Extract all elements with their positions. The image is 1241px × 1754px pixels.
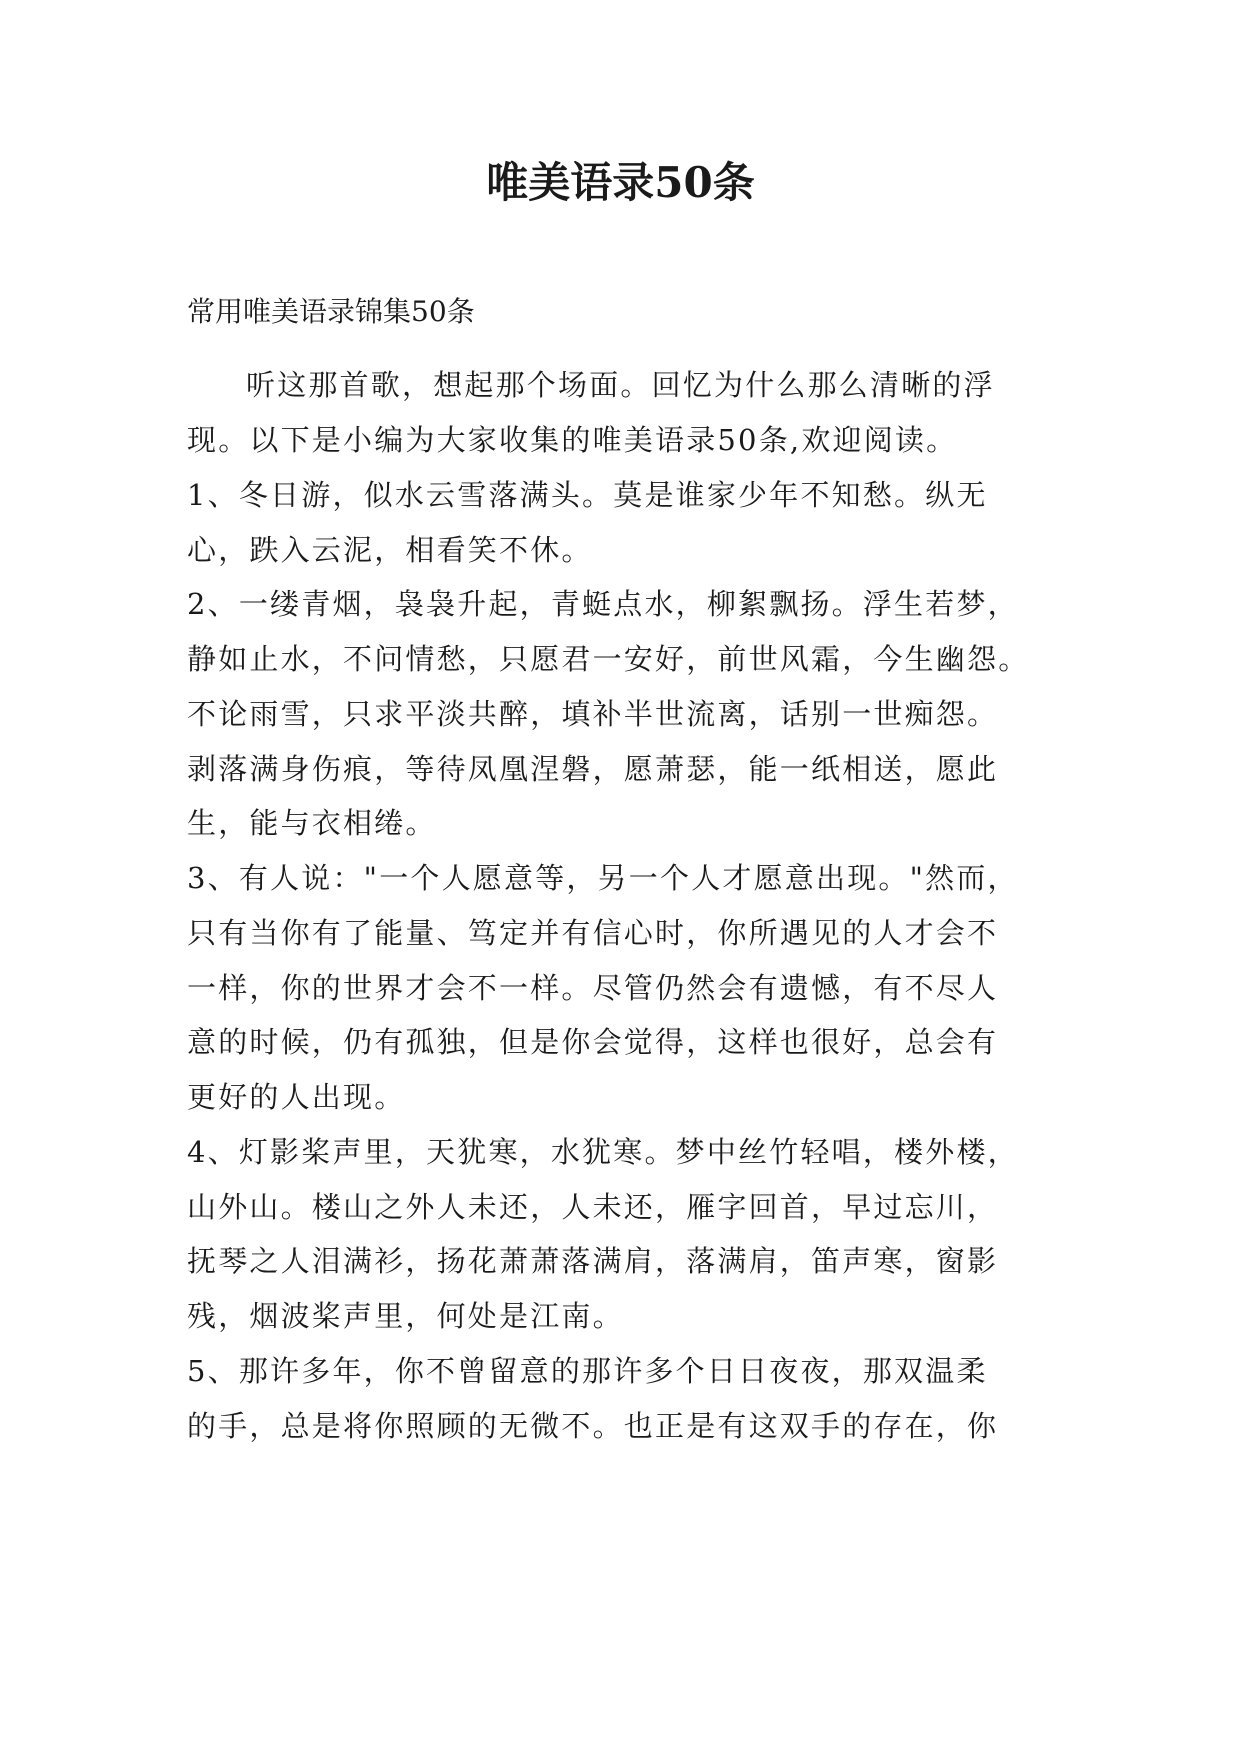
paragraph-line: 心，跌入云泥，相看笑不休。 xyxy=(187,533,593,567)
paragraph-line: 5、那许多年，你不曾留意的那许多个日日夜夜，那双温柔 xyxy=(187,1354,988,1388)
paragraph-line: 残，烟波桨声里，何处是江南。 xyxy=(187,1299,624,1333)
paragraph-line: 一样，你的世界才会不一样。尽管仍然会有遗憾，有不尽人 xyxy=(187,971,999,1005)
paragraph-line: 听这那首歌，想起那个场面。回忆为什么那么清晰的浮 xyxy=(246,368,995,402)
paragraph-line: 的手，总是将你照顾的无微不。也正是有这双手的存在，你 xyxy=(187,1409,999,1443)
paragraph-line: 4、灯影桨声里，天犹寒，水犹寒。梦中丝竹轻唱，楼外楼， xyxy=(187,1135,1019,1169)
paragraph-line: 山外山。楼山之外人未还，人未还，雁字回首，早过忘川， xyxy=(187,1190,999,1224)
paragraph-line: 意的时候，仍有孤独，但是你会觉得，这样也很好，总会有 xyxy=(187,1025,999,1059)
document-title: 唯美语录50条 xyxy=(486,158,755,207)
paragraph-line: 剥落满身伤痕，等待凤凰涅磐，愿萧瑟，能一纸相送，愿此 xyxy=(187,752,999,786)
paragraph-line: 1、冬日游，似水云雪落满头。莫是谁家少年不知愁。纵无 xyxy=(187,478,988,512)
paragraph-line: 2、一缕青烟，袅袅升起，青蜓点水，柳絮飘扬。浮生若梦， xyxy=(187,587,1019,621)
paragraph-line: 生，能与衣相绻。 xyxy=(187,806,437,840)
paragraph-line: 只有当你有了能量、笃定并有信心时，你所遇见的人才会不 xyxy=(187,916,999,950)
paragraph-line: 3、有人说："一个人愿意等，另一个人才愿意出现。"然而， xyxy=(187,861,1019,895)
paragraph-line: 抚琴之人泪满衫，扬花萧萧落满肩，落满肩，笛声寒，窗影 xyxy=(187,1244,999,1278)
document-subtitle: 常用唯美语录锦集50条 xyxy=(187,295,475,328)
paragraph-line: 静如止水，不问情愁，只愿君一安好，前世风霜，今生幽怨。 xyxy=(187,642,1030,676)
paragraph-line: 现。以下是小编为大家收集的唯美语录50条,欢迎阅读。 xyxy=(187,423,958,457)
paragraph-line: 更好的人出现。 xyxy=(187,1080,406,1114)
paragraph-line: 不论雨雪，只求平淡共醉，填补半世流离，话别一世痴怨。 xyxy=(187,697,999,731)
